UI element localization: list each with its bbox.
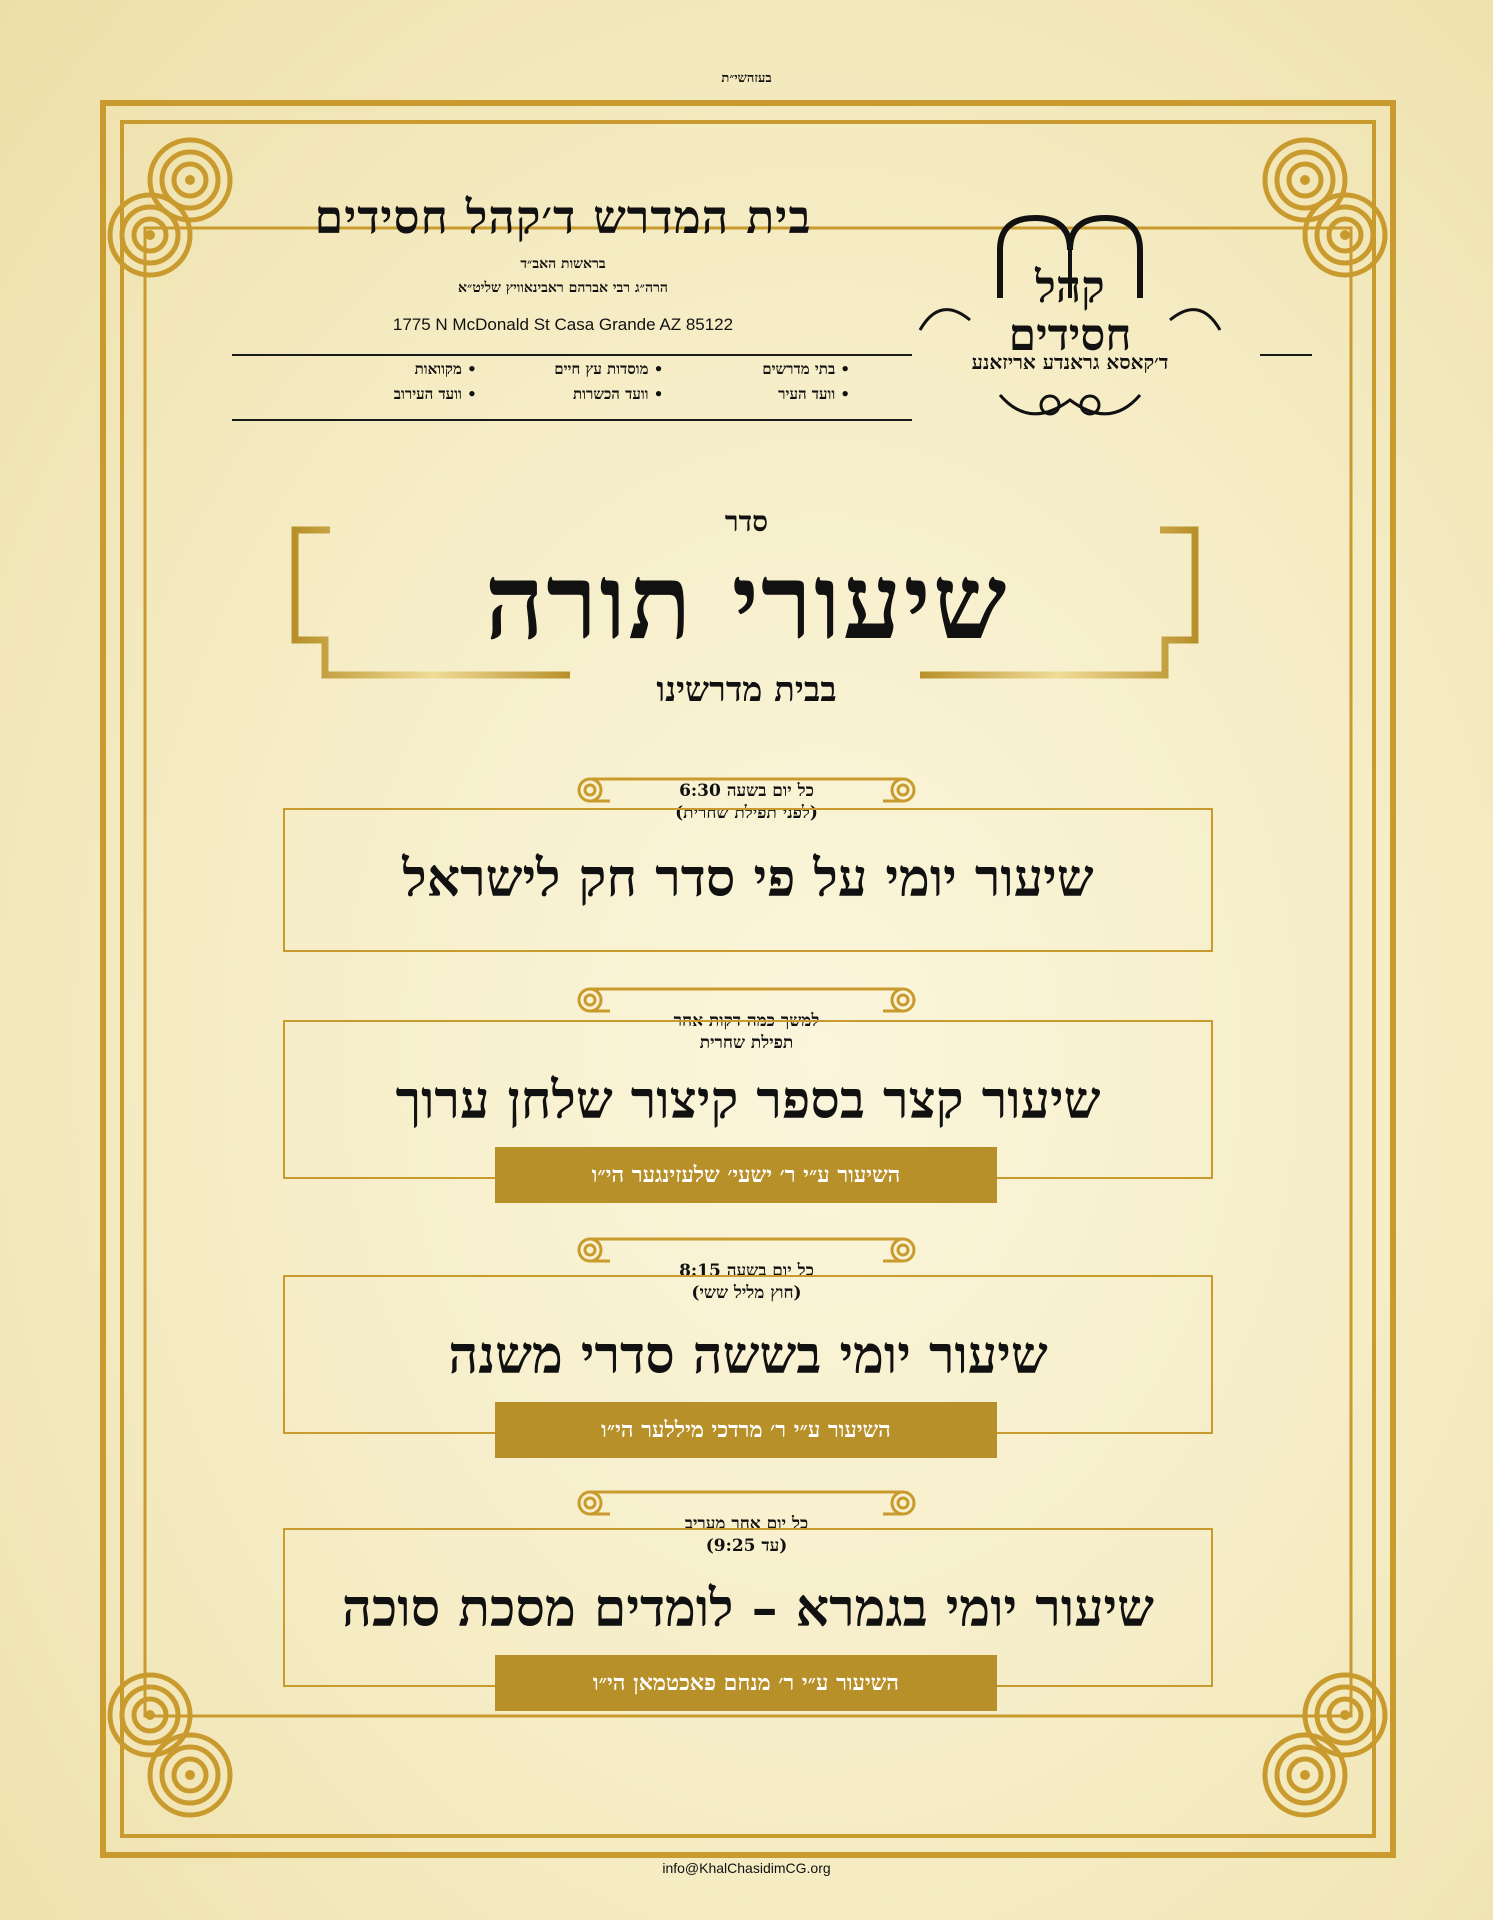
shiur-3-credit: השיעור ע״י ר׳ מרדכי מיללער הי״ו [495, 1402, 997, 1458]
logo-name-2: חסידים [1008, 310, 1132, 361]
corner-spiral-br2 [1305, 1675, 1385, 1755]
shiur-4-credit: השיעור ע״י ר׳ מנחם פאכטמאן הי״ו [495, 1655, 997, 1711]
shiur-time-note: תפילת שחרית [699, 1033, 794, 1053]
logo-flourish-icon [900, 300, 1240, 430]
logo-rule [1260, 354, 1312, 356]
department-item: • וועד הכשרות [477, 385, 664, 404]
department-item: • וועד העיר [663, 385, 850, 404]
synagogue-name: בית המדרש ד׳קהל חסידים [314, 190, 812, 244]
corner-spiral-bl2 [110, 1675, 190, 1755]
logo-location: ד׳קאסא גראנדע אריזאנע [971, 350, 1169, 374]
shiur-2-credit: השיעור ע״י ר׳ ישעי׳ שלעזינגער הי״ו [495, 1147, 997, 1203]
top-blessing: בעזהשי״ת [721, 71, 772, 86]
shiur-time-note: (עד 9:25) [705, 1536, 788, 1556]
logo-name-1: קהל [1035, 262, 1105, 313]
department-item: • וועד העירוב [290, 385, 477, 404]
main-subtitle: בבית מדרשינו [656, 670, 837, 710]
departments-list [290, 360, 850, 404]
shiur-time-line: כל יום בשעה 6:30 [679, 781, 814, 801]
shiur-time-line: כל יום אחר מעריב [684, 1514, 809, 1534]
shiur-3-title: שיעור יומי בששה סדרי משנה [448, 1325, 1048, 1386]
header-line-2: הרה״ג רבי אברהם ראבינאוויץ שליט״א [458, 280, 668, 296]
shiur-time-line: כל יום בשעה 8:15 [679, 1261, 814, 1281]
heading-prefix: סדר [724, 505, 769, 538]
corner-spiral-br [1265, 1735, 1345, 1815]
shiur-1-title: שיעור יומי על פי סדר חק לישראל [402, 848, 1094, 909]
shiur-4-title: שיעור יומי בגמרא – לומדים מסכת סוכה [341, 1578, 1155, 1639]
header-line-1: בראשות האב״ד [520, 256, 606, 272]
shiur-2-title: שיעור קצר בספר קיצור שלחן ערוך [395, 1070, 1101, 1131]
department-item: • בתי מדרשים [663, 360, 850, 379]
department-item: • מוסדות עץ חיים [477, 360, 664, 379]
department-item: • מקוואות [290, 360, 477, 379]
address: 1775 N McDonald St Casa Grande AZ 85122 [392, 315, 734, 334]
corner-spiral-tr2 [1305, 195, 1385, 275]
main-title: שיעורי תורה [484, 540, 1009, 663]
shiur-time-note: (לפני תפילת שחרית) [675, 803, 818, 823]
header-rule-bottom [232, 419, 912, 421]
corner-spiral-tl2 [110, 195, 190, 275]
contact-email[interactable]: info@KhalChasidimCG.org [662, 1860, 831, 1876]
corner-spiral-bl [150, 1735, 230, 1815]
header-rule-top [232, 354, 912, 356]
shiur-time-note: (חוץ מליל ששי) [691, 1283, 802, 1303]
shiur-time-line: למשך כמה דקות אחר [673, 1011, 820, 1031]
shiur-1-box [283, 808, 1213, 952]
